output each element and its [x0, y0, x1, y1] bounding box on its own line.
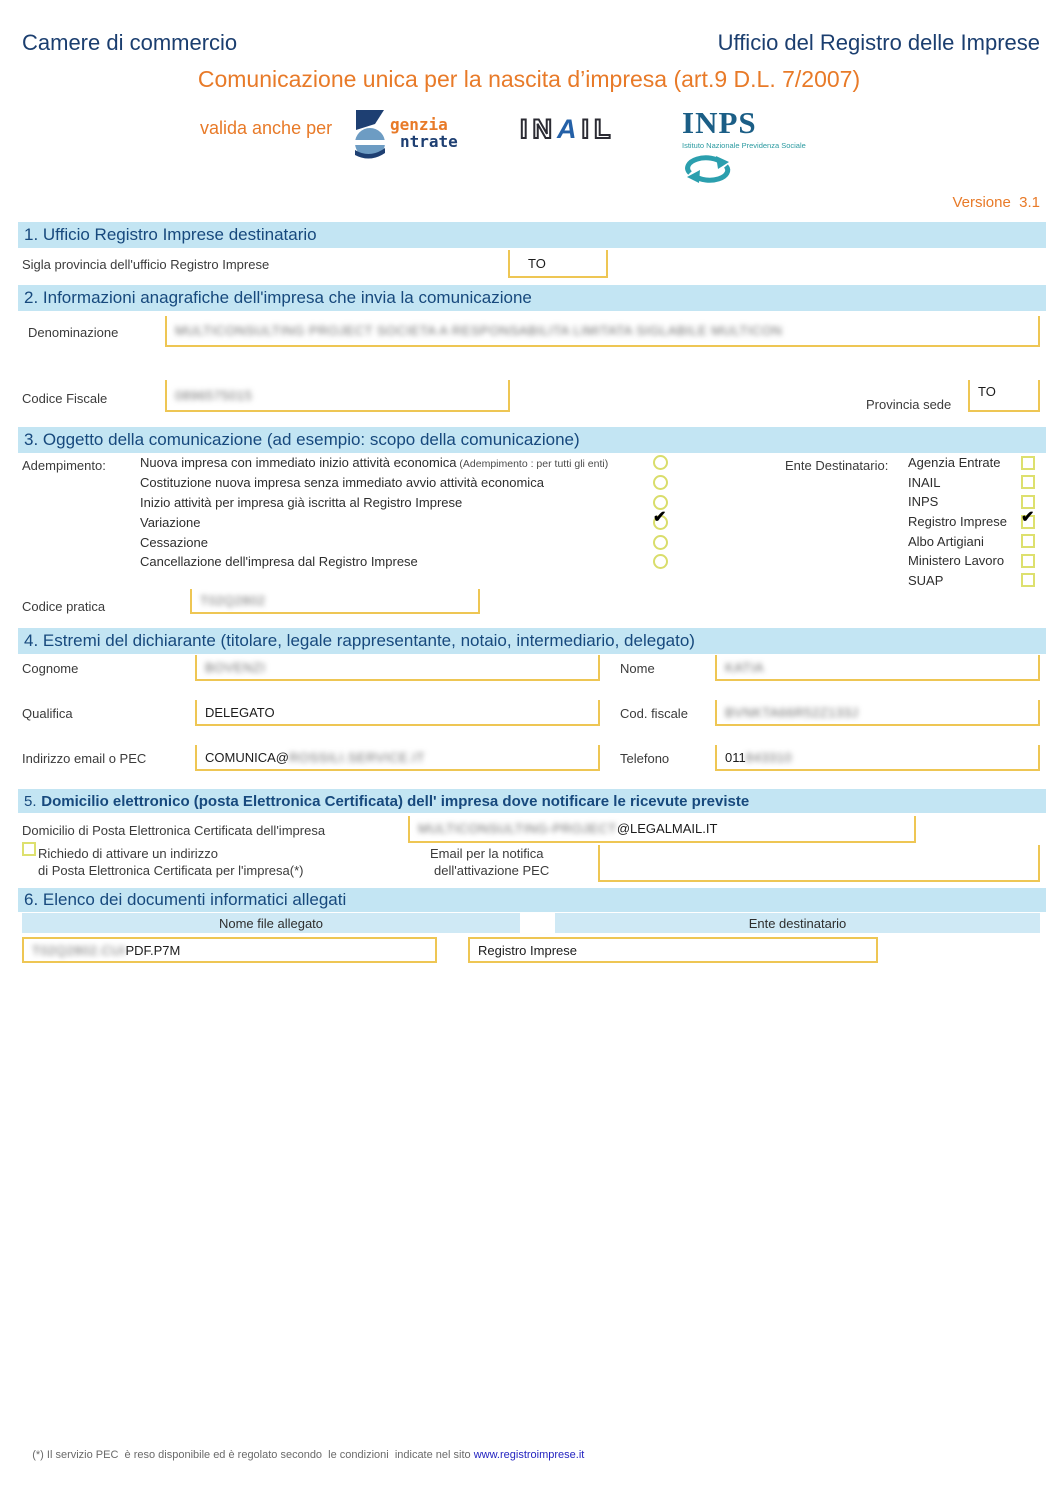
codice-pratica-value: T02Q2802 [200, 593, 266, 608]
radio-costituzione[interactable] [653, 475, 668, 490]
radio-cessazione[interactable] [653, 535, 668, 550]
footnote [20, 1437, 584, 1473]
allegato-file-redacted: T02Q2802.CUI [32, 942, 126, 958]
checkbox-inps[interactable] [1021, 495, 1035, 509]
section5-header [18, 789, 1046, 813]
checkbox-inail[interactable] [1021, 475, 1035, 489]
cognome-field[interactable] [195, 655, 600, 681]
ente-label: SUAP [908, 572, 944, 588]
provincia-sede-field[interactable] [968, 380, 1040, 412]
section1-provincia-label: Sigla provincia dell'ufficio Registro Imprese [22, 257, 270, 272]
codice-fiscale-value: 0896575015 [175, 387, 253, 403]
option-row-nuova-impresa [140, 453, 668, 473]
ente-row-agenzia-entrate [908, 453, 1035, 473]
option-row-cancellazione [140, 552, 668, 572]
option-label: Cessazione [140, 534, 208, 550]
ente-row-albo-artigiani [908, 531, 1035, 551]
version-label: Versione 3.1 [952, 194, 1040, 211]
notify-email-line2: dell'attivazione PEC [434, 863, 550, 878]
email-pec-value-redacted: ROSSILI.SERVICE.IT [288, 749, 425, 765]
codice-pratica-field[interactable] [190, 589, 480, 614]
denominazione-field[interactable] [165, 316, 1040, 347]
provincia-ufficio-value: TO [528, 255, 546, 271]
checkbox-albo-artigiani[interactable] [1021, 534, 1035, 548]
nome-label: Nome [620, 661, 655, 676]
option-row-variazione [140, 508, 668, 532]
ente-label: Registro Imprese [908, 514, 1007, 530]
adempimento-options [140, 453, 668, 572]
codice-fiscale-field[interactable] [165, 380, 510, 412]
codice-pratica-label: Codice pratica [22, 599, 106, 614]
option-label: Inizio attività per impresa già iscritta al Registro Imprese [140, 494, 463, 510]
email-pec-field[interactable] [195, 745, 600, 771]
provincia-sede-label: Provincia sede [866, 397, 952, 412]
allegato-ente-cell[interactable] [468, 937, 878, 963]
adempimento-label: Adempimento: [22, 458, 106, 473]
header-left-title: Camere di commercio [22, 30, 238, 55]
cod-fiscale-field[interactable] [715, 700, 1040, 726]
agenzia-entrate-logo [350, 110, 390, 169]
checkmark-icon: ✔ [1021, 508, 1035, 526]
allegato-file-cell[interactable] [22, 937, 437, 963]
agenzia-entrate-emblem-icon [350, 110, 390, 164]
ente-destinatario-label: Ente Destinatario: [785, 458, 889, 473]
ente-row-inps [908, 492, 1035, 512]
section5-number: 5. [24, 793, 37, 810]
qualifica-label: Qualifica [22, 706, 73, 721]
telefono-value-visible: 011 [725, 749, 746, 765]
richiedo-pec-label [38, 845, 303, 879]
section4-header: 4. Estremi del dichiarante (titolare, legale rappresentante, notaio, intermediario, delegato) [18, 628, 1046, 654]
richiedo-pec-line2: di Posta Elettronica Certificata per l'impresa(*) [38, 863, 304, 878]
agenzia-text-line2: ntrate [400, 132, 458, 151]
pec-domicilio-field[interactable] [408, 816, 916, 843]
page-title: Comunicazione unica per la nascita d’impresa (art.9 D.L. 7/2007) [197, 66, 861, 92]
ente-label: Albo Artigiani [908, 533, 984, 549]
option-row-inizio-attivita [140, 493, 668, 513]
section6-header: 6. Elenco dei documenti informatici allegati [18, 888, 1046, 912]
inps-wordmark: INPS [682, 105, 757, 140]
ente-destinatario-list [908, 453, 1035, 590]
ente-row-registro-imprese [908, 508, 1035, 532]
inps-logo [682, 105, 806, 189]
allegato-file-visible: PDF.P7M [125, 942, 181, 958]
radio-cancellazione[interactable] [653, 554, 668, 569]
notify-email-line1: Email per la notifica [430, 846, 544, 861]
section5-title: Domicilio elettronico (posta Elettronica Certificata) dell' impresa dove notificare le ricevute previste [41, 793, 750, 810]
option-note: (Adempimento : per tutti gli enti) [456, 458, 609, 471]
cognome-label: Cognome [22, 661, 79, 676]
ente-label: INPS [908, 494, 939, 510]
registroimprese-link[interactable]: www.registroimprese.it [473, 1449, 585, 1461]
ente-row-suap [908, 571, 1035, 591]
ente-row-ministero-lavoro [908, 551, 1035, 571]
section2-header: 2. Informazioni anagrafiche dell'impresa che invia la comunicazione [18, 285, 1046, 311]
denominazione-label: Denominazione [28, 325, 119, 340]
radio-inizio-attivita[interactable] [653, 495, 668, 510]
denominazione-value: MULTICONSULTING PROJECT SOCIETA A RESPONSABILITA LIMITATA SIGLABILE MULTICON [175, 323, 783, 338]
pec-value-redacted: MULTICONSULTING-PROJECT [418, 821, 617, 836]
telefono-label: Telefono [620, 751, 670, 766]
section1-header: 1. Ufficio Registro Imprese destinatario [18, 222, 1046, 248]
column-header-ente-destinatario: Ente destinatario [555, 913, 1040, 933]
ente-label: Ministero Lavoro [908, 553, 1005, 569]
radio-nuova-impresa[interactable] [653, 455, 668, 470]
inail-text-right: IL [581, 114, 616, 144]
checkbox-ministero-lavoro[interactable] [1021, 554, 1035, 568]
pec-value-visible: @LEGALMAIL.IT [616, 821, 718, 836]
telefono-field[interactable] [715, 745, 1040, 771]
email-pec-label: Indirizzo email o PEC [22, 751, 147, 766]
section3-header: 3. Oggetto della comunicazione (ad esempio: scopo della comunicazione) [18, 427, 1046, 453]
provincia-sede-value: TO [978, 384, 996, 399]
inail-logo [520, 114, 616, 145]
footnote-text: (*) Il servizio PEC è reso disponibile ed è regolato secondo le condizioni indicate nel sito [32, 1449, 474, 1461]
checkbox-agenzia-entrate[interactable] [1021, 456, 1035, 470]
checkbox-registro-imprese[interactable] [1021, 508, 1035, 529]
allegato-ente-value: Registro Imprese [478, 942, 577, 958]
agenzia-entrate-wordmark [390, 116, 458, 150]
checkmark-icon: ✔ [653, 508, 667, 526]
option-row-cessazione [140, 532, 668, 552]
option-row-costituzione [140, 473, 668, 493]
radio-variazione[interactable] [653, 508, 668, 530]
column-header-nome-file: Nome file allegato [22, 913, 520, 933]
ente-label: Agenzia Entrate [908, 455, 1001, 471]
inps-swoosh-icon [682, 154, 734, 184]
notify-email-field[interactable] [598, 845, 1040, 882]
agenzia-text-line1: genzia [390, 115, 448, 134]
valid-for-label: valida anche per [200, 118, 333, 138]
option-label: Cancellazione dell'impresa dal Registro Imprese [140, 554, 418, 570]
cod-fiscale-label: Cod. fiscale [620, 706, 688, 721]
cod-fiscale-value: BVNKTA66R52Z133J [725, 704, 859, 720]
telefono-value-redacted: 843310 [745, 749, 793, 765]
codice-fiscale-label: Codice Fiscale [22, 391, 108, 406]
notify-email-label [430, 845, 549, 879]
richiedo-pec-line1: Richiedo di attivare un indirizzo [38, 846, 218, 861]
nome-field[interactable] [715, 655, 1040, 681]
inps-subtitle: Istituto Nazionale Previdenza Sociale [682, 141, 806, 150]
ente-label: INAIL [908, 474, 941, 490]
pec-domicilio-label: Domicilio di Posta Elettronica Certificata dell'impresa [22, 823, 326, 838]
qualifica-field[interactable] [195, 700, 600, 726]
inail-text-left: IN [520, 114, 557, 144]
qualifica-value: DELEGATO [205, 704, 275, 720]
ente-row-inail [908, 473, 1035, 493]
provincia-ufficio-field[interactable] [508, 250, 608, 278]
checkbox-richiedo-pec[interactable] [22, 842, 36, 856]
option-label: Nuova impresa con immediato inizio attività economica [140, 455, 457, 471]
inail-letter-a: A [557, 114, 582, 144]
checkbox-suap[interactable] [1021, 573, 1035, 587]
option-label: Costituzione nuova impresa senza immediato avvio attività economica [140, 475, 544, 491]
header-right-title: Ufficio del Registro delle Imprese [717, 30, 1040, 55]
cognome-value: BOVENZI [205, 659, 266, 675]
nome-value: KATIA [725, 659, 765, 675]
email-pec-value-visible: COMUNICA@ [205, 749, 289, 765]
option-label: Variazione [140, 514, 201, 530]
